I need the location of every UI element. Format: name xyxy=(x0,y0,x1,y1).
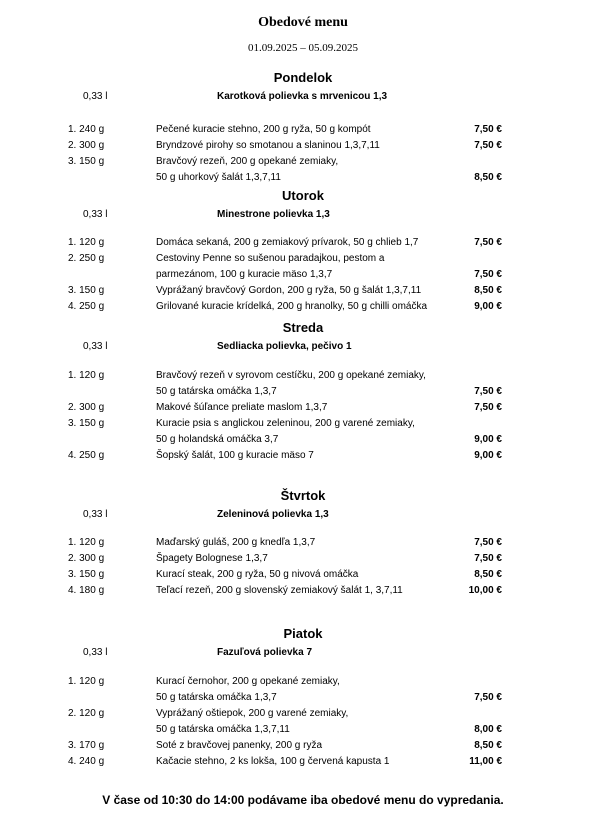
dish-description: Vyprážaný bravčový Gordon, 200 g ryža, 50 g šalát 1,3,7,11 xyxy=(156,285,422,296)
dish-weight: 4. 250 g xyxy=(68,450,105,461)
dish-price: 8,50 € xyxy=(474,740,502,751)
day-heading: Pondelok xyxy=(273,70,333,85)
soup-name: Karotková polievka s mrvenicou 1,3 xyxy=(217,91,388,102)
dish-weight: 1. 120 g xyxy=(68,676,105,687)
dish-weight: 3. 150 g xyxy=(68,285,105,296)
dish-weight: 3. 150 g xyxy=(68,418,105,429)
dish-description: Kurací černohor, 200 g opekané zemiaky, xyxy=(156,676,340,687)
dish-weight: 1. 120 g xyxy=(68,537,105,548)
dish-description: Šopský šalát, 100 g kuracie mäso 7 xyxy=(156,450,314,461)
day-heading: Štvrtok xyxy=(280,488,326,503)
dish-description: Kačacie stehno, 2 ks lokša, 100 g červená kapusta 1 xyxy=(156,756,390,767)
dish-description: 50 g tatárska omáčka 1,3,7 xyxy=(156,692,277,703)
dish-price: 7,50 € xyxy=(474,237,502,248)
dish-weight: 3. 170 g xyxy=(68,740,105,751)
dish-description: Bryndzové pirohy so smotanou a slaninou 1,3,7,11 xyxy=(156,140,380,151)
dish-weight: 2. 250 g xyxy=(68,253,105,264)
dish-weight: 4. 240 g xyxy=(68,756,105,767)
dish-description: Špagety Bolognese 1,3,7 xyxy=(156,553,268,564)
dish-price: 9,00 € xyxy=(474,434,502,445)
dish-price: 8,50 € xyxy=(474,172,502,183)
day-heading: Piatok xyxy=(283,626,323,641)
dish-price: 7,50 € xyxy=(474,692,502,703)
dish-price: 7,50 € xyxy=(474,537,502,548)
dish-description: Cestoviny Penne so sušenou paradajkou, pestom a xyxy=(156,253,385,264)
dish-price: 7,50 € xyxy=(474,124,502,135)
dish-price: 8,50 € xyxy=(474,569,502,580)
dish-description: Bravčový rezeň, 200 g opekané zemiaky, xyxy=(156,156,339,167)
dish-price: 10,00 € xyxy=(468,585,502,596)
dish-description: 50 g holandská omáčka 3,7 xyxy=(156,434,279,445)
menu-dates: 01.09.2025 – 05.09.2025 xyxy=(248,42,358,54)
soup-name: Sedliacka polievka, pečivo 1 xyxy=(217,341,352,352)
soup-volume: 0,33 l xyxy=(83,91,108,102)
footer-note: V čase od 10:30 do 14:00 podávame iba obedové menu do vypredania. xyxy=(102,793,504,807)
dish-price: 7,50 € xyxy=(474,269,502,280)
day-heading: Streda xyxy=(282,320,324,335)
dish-price: 7,50 € xyxy=(474,402,502,413)
dish-price: 8,00 € xyxy=(474,724,502,735)
dish-weight: 1. 240 g xyxy=(68,124,105,135)
dish-description: Soté z bravčovej panenky, 200 g ryža xyxy=(156,740,323,751)
dish-description: Pečené kuracie stehno, 200 g ryža, 50 g kompót xyxy=(156,124,371,135)
dish-description: parmezánom, 100 g kuracie mäso 1,3,7 xyxy=(156,269,333,280)
dish-weight: 2. 120 g xyxy=(68,708,105,719)
dish-weight: 2. 300 g xyxy=(68,553,105,564)
dish-description: Bravčový rezeň v syrovom cestíčku, 200 g opekané zemiaky, xyxy=(156,370,426,381)
dish-description: Maďarský guláš, 200 g knedľa 1,3,7 xyxy=(156,537,316,548)
dish-price: 7,50 € xyxy=(474,553,502,564)
dish-description: 50 g uhorkový šalát 1,3,7,11 xyxy=(156,172,281,183)
dish-description: Kuracie psia s anglickou zeleninou, 200 g varené zemiaky, xyxy=(156,418,415,429)
dish-price: 11,00 € xyxy=(469,756,502,767)
dish-description: Kurací steak, 200 g ryža, 50 g nivová omáčka xyxy=(156,569,359,580)
menu-title: Obedové menu xyxy=(258,15,348,30)
dish-description: Domáca sekaná, 200 g zemiakový prívarok, 50 g chlieb 1,7 xyxy=(156,237,419,248)
dish-description: Teľací rezeň, 200 g slovenský zemiakový šalát 1, 3,7,11 xyxy=(156,585,403,596)
dish-price: 9,00 € xyxy=(474,450,502,461)
dish-description: Grilované kuracie krídelká, 200 g hranolky, 50 g chilli omáčka xyxy=(156,301,428,312)
dish-price: 7,50 € xyxy=(474,386,502,397)
dish-weight: 3. 150 g xyxy=(68,156,105,167)
dish-weight: 3. 150 g xyxy=(68,569,105,580)
soup-volume: 0,33 l xyxy=(83,341,108,352)
dish-description: 50 g tatárska omáčka 1,3,7,11 xyxy=(156,724,290,735)
dish-description: Makové šúľance preliate maslom 1,3,7 xyxy=(156,402,328,413)
dish-description: Vyprážaný oštiepok, 200 g varené zemiaky, xyxy=(156,708,349,719)
dish-weight: 1. 120 g xyxy=(68,370,105,381)
soup-name: Fazuľová polievka 7 xyxy=(217,647,312,658)
dish-price: 8,50 € xyxy=(474,285,502,296)
dish-price: 9,00 € xyxy=(474,301,502,312)
dish-weight: 1. 120 g xyxy=(68,237,105,248)
dish-weight: 4. 250 g xyxy=(68,301,105,312)
dish-weight: 2. 300 g xyxy=(68,402,105,413)
dish-weight: 4. 180 g xyxy=(68,585,105,596)
soup-volume: 0,33 l xyxy=(83,509,108,520)
dish-description: 50 g tatárska omáčka 1,3,7 xyxy=(156,386,277,397)
soup-name: Minestrone polievka 1,3 xyxy=(217,209,330,220)
soup-volume: 0,33 l xyxy=(83,647,108,658)
dish-weight: 2. 300 g xyxy=(68,140,105,151)
soup-volume: 0,33 l xyxy=(83,209,108,220)
day-heading: Utorok xyxy=(282,188,324,203)
soup-name: Zeleninová polievka 1,3 xyxy=(217,509,329,520)
dish-price: 7,50 € xyxy=(474,140,502,151)
